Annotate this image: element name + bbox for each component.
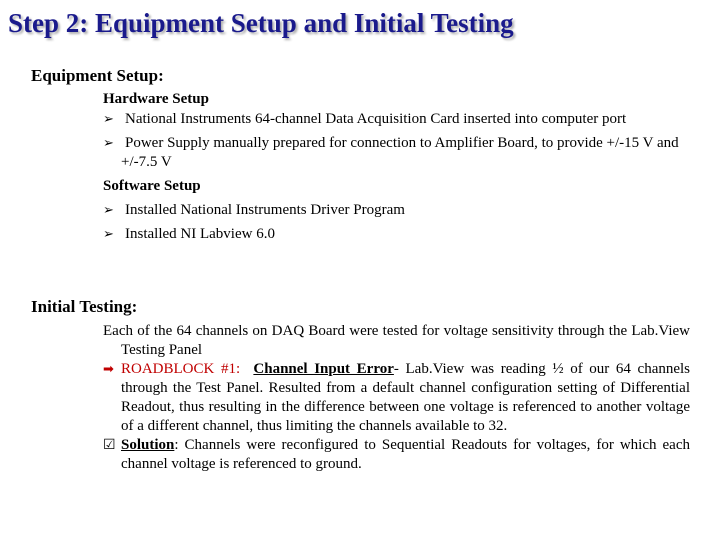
hardware-setup-heading: Hardware Setup bbox=[103, 91, 209, 107]
list-item bbox=[103, 201, 698, 220]
page-title: Step 2: Equipment Setup and Initial Testing bbox=[8, 8, 514, 38]
equipment-setup-section bbox=[103, 90, 698, 244]
testing-intro: Each of the 64 channels on DAQ Board were tested for voltage sensitivity through the Lab.View Testing Panel bbox=[103, 323, 690, 358]
roadblock-paragraph bbox=[103, 360, 690, 436]
list-item bbox=[103, 134, 698, 172]
software-item-2: Installed NI Labview 6.0 bbox=[125, 226, 275, 242]
software-item-1: Installed National Instruments Driver Program bbox=[125, 202, 405, 218]
arrow-bullet-icon: ➢ bbox=[103, 136, 114, 151]
checkbox-icon: ☑ bbox=[103, 437, 116, 453]
arrow-bullet-icon: ➢ bbox=[103, 227, 114, 242]
solution-text: : Channels were reconfigured to Sequential Readouts for voltages, for which each channel voltage is referenced to ground. bbox=[121, 437, 690, 472]
arrow-bullet-icon: ➢ bbox=[103, 112, 114, 127]
hardware-item-2: Power Supply manually prepared for connection to Amplifier Board, to provide +/-15 V and +/-7.5 V bbox=[121, 135, 679, 170]
solution-paragraph bbox=[103, 436, 690, 474]
initial-testing-heading: Initial Testing: bbox=[31, 297, 138, 316]
solution-label: Solution bbox=[121, 437, 175, 453]
roadblock-text: - Lab.View was reading ½ of our 64 channels through the Test Panel. Resulted from a default channel configuration setting of Differential Readout, thus resulting in the difference between one voltage is referenced to another voltage of a different channel, thus limiting the channels available to 32. bbox=[121, 361, 691, 434]
list-item bbox=[103, 225, 698, 244]
arrow-bullet-icon: ➢ bbox=[103, 203, 114, 218]
software-setup-heading: Software Setup bbox=[103, 178, 201, 194]
list-item bbox=[103, 110, 698, 129]
hardware-item-1: National Instruments 64-channel Data Acquisition Card inserted into computer port bbox=[125, 111, 627, 127]
roadblock-title: Channel Input Error bbox=[253, 361, 394, 377]
initial-testing-section bbox=[103, 322, 690, 474]
right-arrow-icon: ➡ bbox=[103, 362, 114, 377]
equipment-setup-heading: Equipment Setup: bbox=[31, 66, 164, 85]
roadblock-label: ROADBLOCK #1: bbox=[121, 361, 241, 377]
